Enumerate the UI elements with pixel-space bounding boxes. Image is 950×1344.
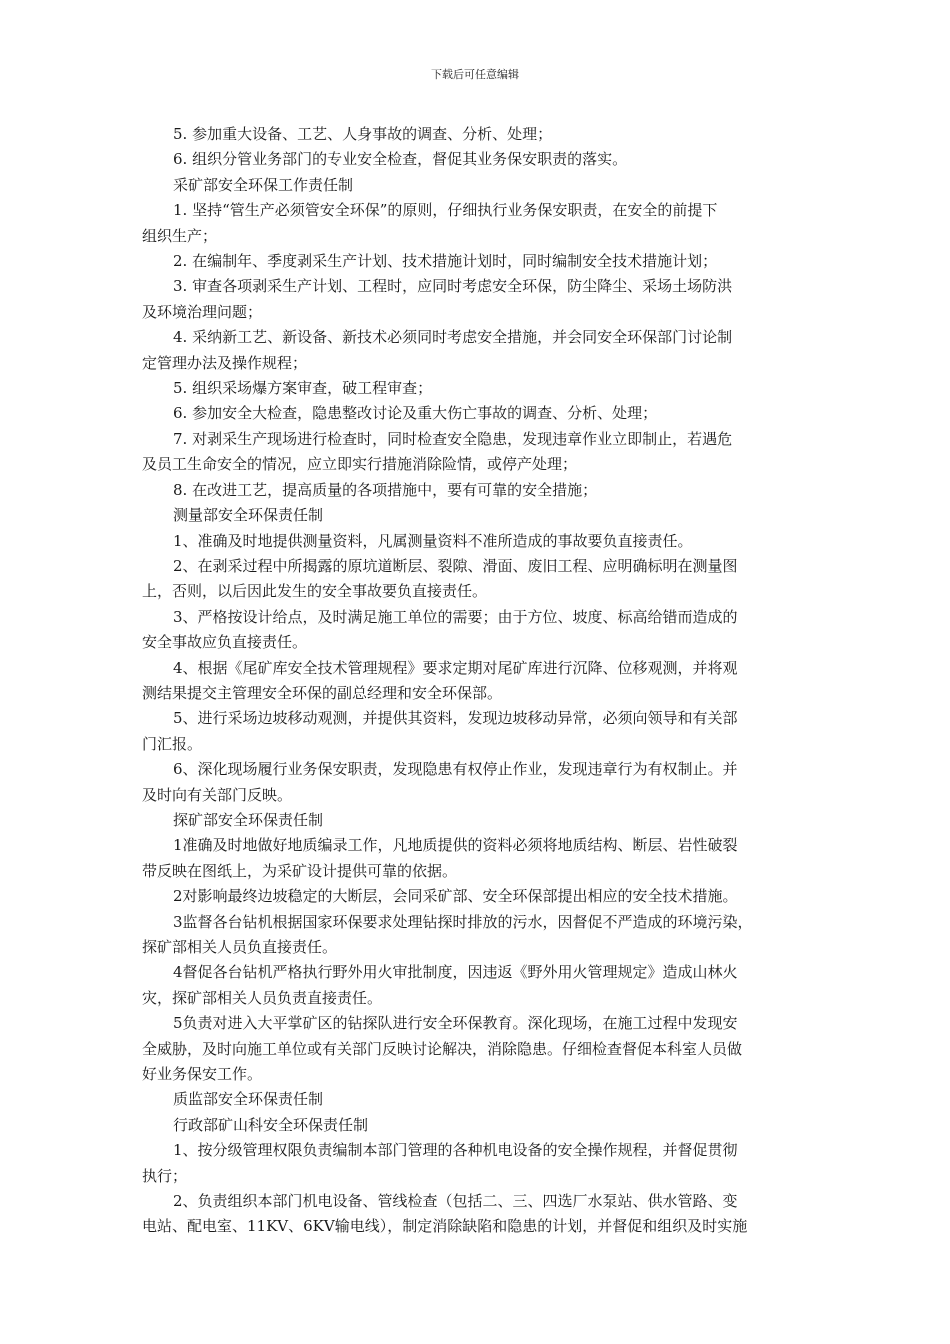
paragraph-first-line: 1、按分级管理权限负责编制本部门管理的各种机电设备的安全操作规程，并督促贯彻 [173,1141,738,1160]
paragraph [142,910,813,961]
paragraph-first-line: 2、负责组织本部门机电设备、管线检查（包括二、三、四选厂水泵站、供水管路、变 [173,1192,738,1211]
paragraph [173,249,813,274]
paragraph-continuation: 好业务保安工作。 [142,1065,263,1084]
paragraph-first-line: 探矿部安全环保责任制 [173,810,324,829]
paragraph-continuation: 全威胁，及时向施工单位或有关部门反映讨论解决，消除隐患。仔细检查督促本科室人员做 [142,1039,743,1058]
paragraph-first-line: 3监督各台钻机根据国家环保要求处理钻探时排放的污水，因督促不严造成的环境污染， [173,912,753,931]
paragraph [142,427,813,478]
paragraph-continuation: 及环境治理问题； [142,302,263,321]
paragraph-first-line: 2. 在编制年、季度剥采生产计划、技术措施计划时，同时编制安全技术措施计划； [173,252,718,271]
paragraph-continuation: 上，否则，以后因此发生的安全事故要负直接责任。 [142,582,488,601]
paragraph [173,503,813,528]
paragraph [173,1087,813,1112]
paragraph-continuation: 灾，探矿部相关人员负责直接责任。 [142,988,383,1007]
paragraph [173,884,813,909]
paragraph [173,1113,813,1138]
page-header: 下载后可任意编辑 [431,68,519,81]
paragraph-first-line: 6. 组织分管业务部门的专业安全检查，督促其业务保安职责的落实。 [173,150,628,169]
paragraph-first-line: 5负责对进入大平掌矿区的钻探队进行安全环保教育。深化现场，在施工过程中发现安 [173,1014,738,1033]
document-body [142,122,813,1240]
paragraph [142,833,813,884]
paragraph-first-line: 6、深化现场履行业务保安职责，发现隐患有权停止作业，发现违章行为有权制止。并 [173,760,738,779]
paragraph-first-line: 2对影响最终边坡稳定的大断层，会同采矿部、安全环保部提出相应的安全技术措施。 [173,887,738,906]
paragraph [173,478,813,503]
paragraph-continuation: 测结果提交主管理安全环保的副总经理和安全环保部。 [142,683,503,702]
paragraph-first-line: 3. 审查各项剥采生产计划、工程时，应同时考虑安全环保，防尘降尘、采场土场防洪 [173,277,733,296]
paragraph [142,198,813,249]
paragraph-first-line: 5、进行采场边坡移动观测，并提供其资料，发现边坡移动异常，必须向领导和有关部 [173,709,738,728]
paragraph-continuation: 探矿部相关人员负直接责任。 [142,938,338,956]
paragraph-first-line: 行政部矿山科安全环保责任制 [173,1115,369,1134]
paragraph [173,376,813,401]
paragraph-first-line: 2、在剥采过程中所揭露的原坑道断层、裂隙、滑面、废旧工程、应明确标明在测量图 [173,556,738,575]
paragraph [142,757,813,808]
paragraph [142,1011,813,1087]
paragraph [142,605,813,656]
paragraph-first-line: 8. 在改进工艺，提高质量的各项措施中，要有可靠的安全措施； [173,480,598,499]
paragraph-first-line: 7. 对剥采生产现场进行检查时，同时检查安全隐患，发现违章作业立即制止，若遇危 [173,429,733,448]
paragraph-first-line: 3、严格按设计给点，及时满足施工单位的需要；由于方位、坡度、标高给错而造成的 [173,607,738,626]
paragraph-continuation: 定管理办法及操作规程； [142,353,308,372]
paragraph-continuation: 及员工生命安全的情况，应立即实行措施消除险情，或停产处理； [142,455,578,474]
paragraph-continuation: 安全事故应负直接责任。 [142,633,308,652]
paragraph-first-line: 1. 坚持“管生产必须管安全环保”的原则，仔细执行业务保安职责，在安全的前提下 [173,201,718,220]
paragraph-first-line: 5. 组织采场爆方案审查，破工程审查； [173,379,433,398]
paragraph-first-line: 4、根据《尾矿库安全技术管理规程》要求定期对尾矿库进行沉降、位移观测，并将观 [173,658,738,677]
paragraph-first-line: 5. 参加重大设备、工艺、人身事故的调查、分析、处理； [173,125,553,143]
paragraph-continuation: 带反映在图纸上，为采矿设计提供可靠的依据。 [142,861,458,880]
paragraph [142,1138,813,1189]
paragraph [142,706,813,757]
paragraph-continuation: 及时向有关部门反映。 [142,785,293,804]
paragraph-continuation: 执行； [142,1166,188,1185]
paragraph [142,656,813,707]
paragraph-first-line: 采矿部安全环保工作责任制 [173,175,354,194]
paragraph [142,274,813,325]
paragraph-first-line: 1、准确及时地提供测量资料，凡属测量资料不准所造成的事故要负直接责任。 [173,531,693,550]
paragraph [173,122,813,147]
paragraph-first-line: 4督促各台钻机严格执行野外用火审批制度，因违返《野外用火管理规定》造成山林火 [173,963,738,982]
paragraph-continuation: 电站、配电室、11KV、6KV输电线），制定消除缺陷和隐患的计划，并督促和组织及时实施 [142,1217,748,1236]
paragraph [142,960,813,1011]
paragraph [173,401,813,426]
paragraph [142,325,813,376]
paragraph [142,1189,813,1240]
paragraph-first-line: 1准确及时地做好地质编录工作，凡地质提供的资料必须将地质结构、断层、岩性破裂 [173,836,738,855]
paragraph-first-line: 质监部安全环保责任制 [173,1090,324,1109]
paragraph-first-line: 4. 采纳新工艺、新设备、新技术必须同时考虑安全措施，并会同安全环保部门讨论制 [173,328,733,347]
paragraph [173,173,813,198]
paragraph [142,554,813,605]
paragraph-first-line: 6. 参加安全大检查，隐患整改讨论及重大伤亡事故的调查、分析、处理； [173,404,658,423]
paragraph-continuation: 组织生产； [142,226,218,245]
paragraph [173,808,813,833]
paragraph [173,529,813,554]
paragraph [173,147,813,172]
paragraph-continuation: 门汇报。 [142,734,203,753]
paragraph-first-line: 测量部安全环保责任制 [173,506,324,525]
